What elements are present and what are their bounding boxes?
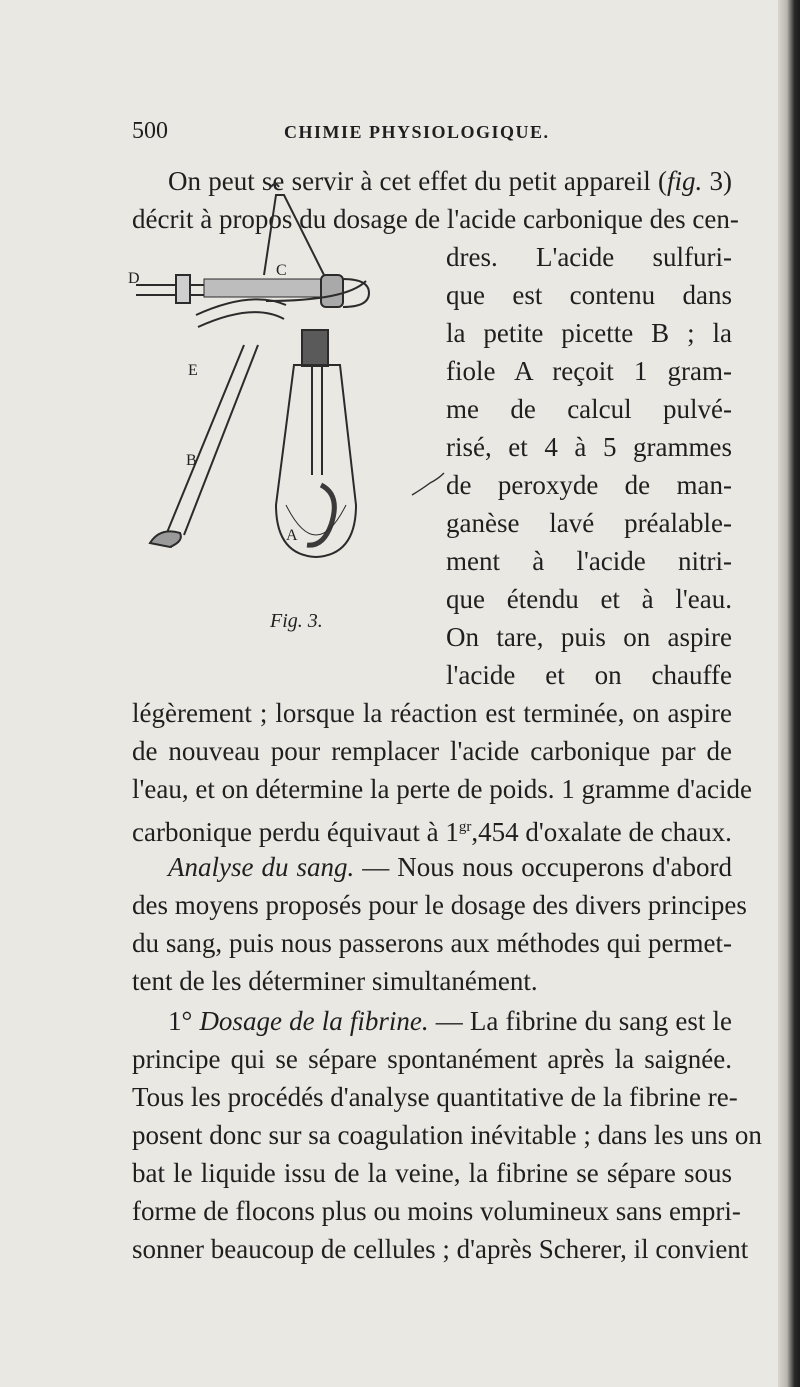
- figure-label-e: E: [188, 362, 198, 379]
- text-line: dres. L'acide sulfuri-: [446, 242, 732, 272]
- text-line: bat le liquide issu de la veine, la fibrine se sépare sous: [132, 1158, 732, 1188]
- page-edge-shadow: [778, 0, 800, 1387]
- text-line: On peut se servir à cet effet du petit appareil (fig. 3): [168, 166, 732, 196]
- apparatus-illustration: [126, 175, 448, 615]
- text-line: posent donc sur sa coagulation inévitable ; dans les uns on: [132, 1120, 762, 1150]
- text-line: carbonique perdu équivaut à $1^{gr},454$ d'oxalate de chaux.: [132, 817, 732, 847]
- text-line: des moyens proposés pour le dosage des divers principes: [132, 890, 747, 920]
- figure-label-d: D: [128, 270, 140, 287]
- text-line: légèrement ; lorsque la réaction est terminée, on aspire: [132, 698, 732, 728]
- text-line: sonner beaucoup de cellules ; d'après Scherer, il convient: [132, 1234, 749, 1264]
- figure-label-a: A: [286, 527, 298, 544]
- text-line: ganèse lavé préalable-: [446, 508, 732, 538]
- text-line: forme de flocons plus ou moins volumineux sans empri-: [132, 1196, 741, 1226]
- section-heading-dosage-fibrine: Dosage de la fibrine.: [199, 1006, 429, 1036]
- text-line: risé, et 4 à 5 grammes: [446, 432, 732, 462]
- text-line: fiole A reçoit 1 gram-: [446, 356, 732, 386]
- figure-label-c: C: [276, 262, 287, 279]
- text-line: décrit à propos du dosage de l'acide carbonique des cen-: [132, 204, 739, 234]
- text-line: du sang, puis nous passerons aux méthodes qui permet-: [132, 928, 732, 958]
- text-line: l'eau, et on détermine la perte de poids. 1 gramme d'acide: [132, 774, 752, 804]
- figure-3-apparatus: [126, 175, 448, 635]
- text-line: Analyse du sang. — Nous nous occuperons d'abord: [168, 852, 732, 882]
- section-heading-analyse-du-sang: Analyse du sang.: [168, 852, 355, 882]
- text-line: principe qui se sépare spontanément après la saignée.: [132, 1044, 732, 1074]
- text-line: Tous les procédés d'analyse quantitative de la fibrine re-: [132, 1082, 738, 1112]
- text-line: la petite picette B ; la: [446, 318, 732, 348]
- running-title: CHIMIE PHYSIOLOGIQUE.: [284, 122, 550, 142]
- page-header: [0, 118, 800, 148]
- text-line: l'acide et on chauffe: [446, 660, 732, 690]
- figure-label-b: B: [186, 452, 197, 469]
- text-line: tent de les déterminer simultanément.: [132, 966, 538, 996]
- text-line: de nouveau pour remplacer l'acide carbonique par de: [132, 736, 732, 766]
- text-line: de peroxyde de man-: [446, 470, 732, 500]
- text-line: ment à l'acide nitri-: [446, 546, 732, 576]
- figure-caption: Fig. 3.: [270, 610, 323, 632]
- text-line: que est contenu dans: [446, 280, 732, 310]
- text-line: On tare, puis on aspire: [446, 622, 732, 652]
- text-line: me de calcul pulvé-: [446, 394, 732, 424]
- text-line: que étendu et à l'eau.: [446, 584, 732, 614]
- page-number: 500: [132, 118, 168, 144]
- text-line: 1° Dosage de la fibrine. — La fibrine du sang est le: [168, 1006, 732, 1036]
